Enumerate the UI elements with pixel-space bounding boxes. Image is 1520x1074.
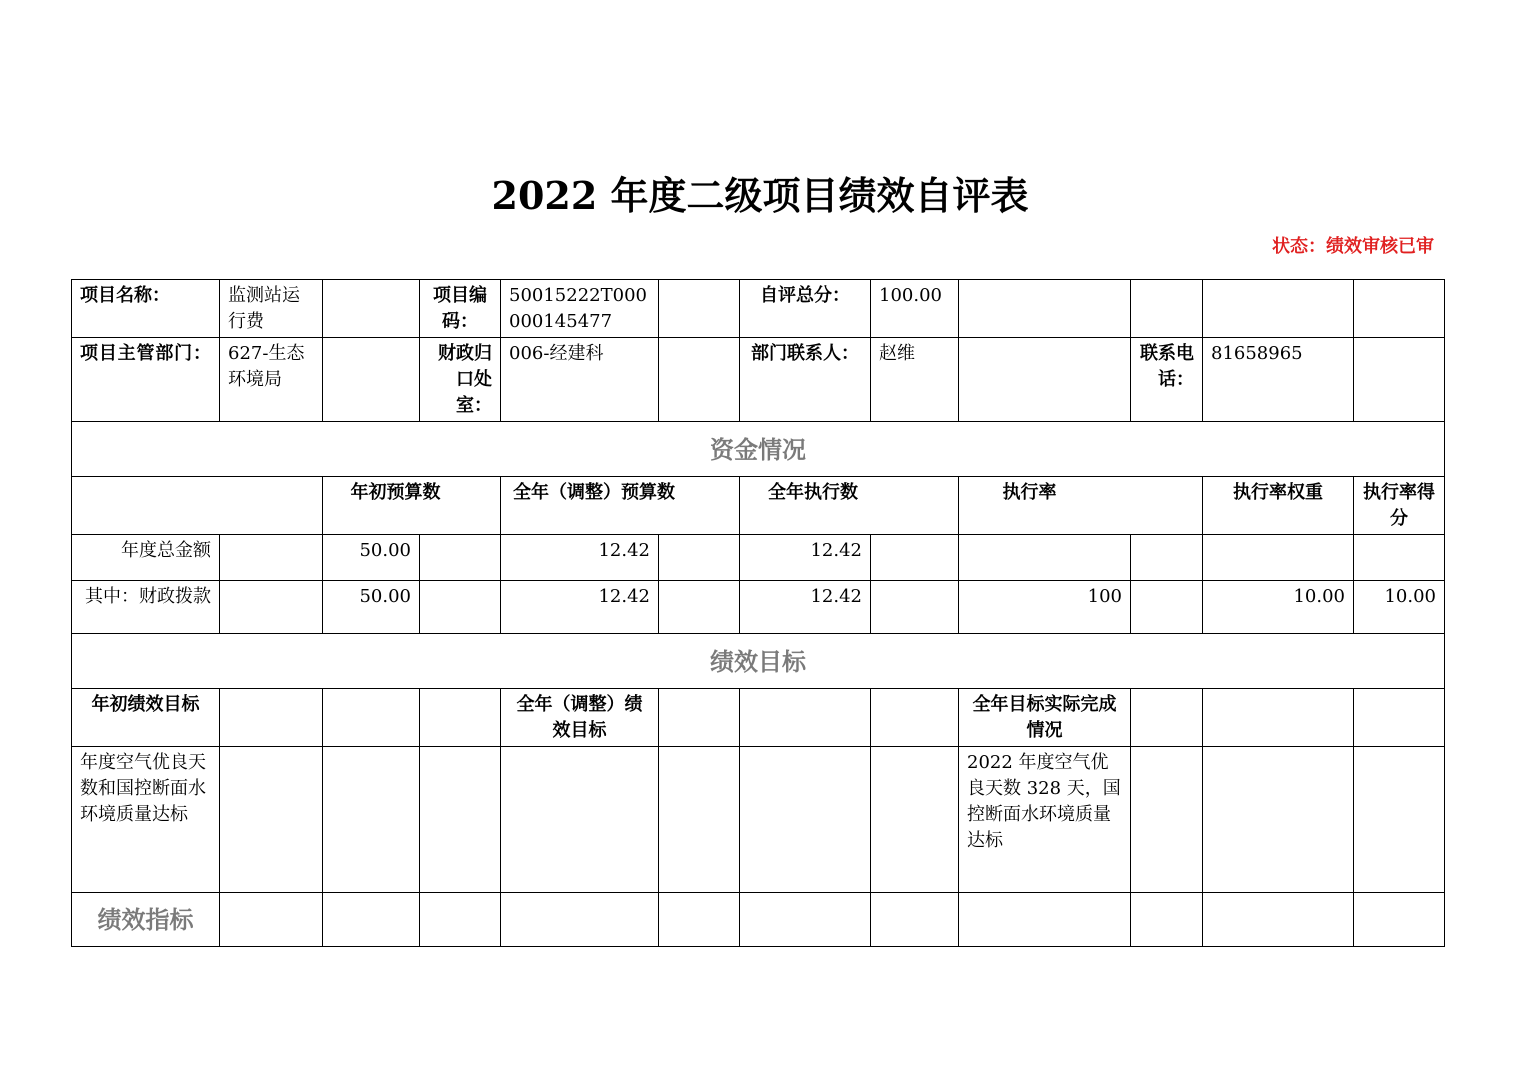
finance-office-value: 006-经建科 [501, 338, 659, 422]
weight-value: 10.00 [1203, 581, 1354, 634]
initial-goal-text: 年度空气优良天数和国控断面水环境质量达标 [72, 747, 220, 893]
indicators-section-title: 绩效指标 [72, 893, 220, 947]
status-badge: 状态：绩效审核已审 [1272, 236, 1434, 257]
rate-header: 执行率 [959, 477, 1203, 535]
empty-cell [1354, 747, 1445, 893]
empty-cell [72, 477, 323, 535]
contact-label: 部门联系人： [740, 338, 871, 422]
contact-value: 赵维 [871, 338, 959, 422]
actual-goal-header: 全年目标实际完成情况 [959, 689, 1131, 747]
goals-header-row [72, 689, 1445, 747]
empty-cell [659, 581, 740, 634]
total-score-value: 100.00 [871, 280, 959, 338]
empty-cell [1131, 689, 1203, 747]
indicators-section-row [72, 893, 1445, 947]
empty-cell [871, 581, 959, 634]
empty-cell [220, 689, 323, 747]
empty-cell [659, 747, 740, 893]
empty-cell [323, 689, 420, 747]
score-value: 10.00 [1354, 581, 1445, 634]
project-code-label: 项目编码： [420, 280, 501, 338]
goals-content-row [72, 747, 1445, 893]
executed-header: 全年执行数 [740, 477, 959, 535]
funds-row-label: 年度总金额 [72, 535, 220, 581]
initial-budget-value: 50.00 [323, 581, 420, 634]
project-code-value: 50015222T000000145477 [501, 280, 659, 338]
evaluation-table [71, 279, 1445, 947]
empty-cell [659, 535, 740, 581]
empty-cell [1354, 338, 1445, 422]
empty-cell [420, 747, 501, 893]
empty-cell [420, 893, 501, 947]
funds-section-row [72, 422, 1445, 477]
project-name-value: 监测站运行费 [220, 280, 323, 338]
page-title: 2022 年度二级项目绩效自评表 [491, 173, 1029, 218]
empty-cell [871, 893, 959, 947]
empty-cell [1203, 747, 1354, 893]
empty-cell [871, 535, 959, 581]
empty-cell [871, 689, 959, 747]
empty-cell [959, 280, 1131, 338]
finance-office-label: 财政归口处室： [420, 338, 501, 422]
empty-cell [220, 581, 323, 634]
empty-cell [871, 747, 959, 893]
empty-cell [501, 747, 659, 893]
funds-header-row [72, 477, 1445, 535]
empty-cell [659, 689, 740, 747]
empty-cell [659, 338, 740, 422]
empty-cell [420, 535, 501, 581]
empty-cell [420, 689, 501, 747]
executed-value: 12.42 [740, 581, 871, 634]
empty-cell [323, 280, 420, 338]
empty-cell [1131, 535, 1203, 581]
weight-header: 执行率权重 [1203, 477, 1354, 535]
total-score-label: 自评总分： [740, 280, 871, 338]
project-name-label: 项目名称： [72, 280, 220, 338]
adjusted-goal-header: 全年（调整）绩效目标 [501, 689, 659, 747]
empty-cell [501, 893, 659, 947]
score-header: 执行率得分 [1354, 477, 1445, 535]
adjusted-budget-value: 12.42 [501, 581, 659, 634]
phone-value: 81658965 [1203, 338, 1354, 422]
initial-budget-value: 50.00 [323, 535, 420, 581]
goals-section-title: 绩效目标 [72, 634, 1445, 689]
empty-cell [740, 689, 871, 747]
funds-row [72, 581, 1445, 634]
executed-value: 12.42 [740, 535, 871, 581]
info-row-2 [72, 338, 1445, 422]
empty-cell [959, 338, 1131, 422]
info-row-1 [72, 280, 1445, 338]
empty-cell [959, 893, 1131, 947]
empty-cell [740, 893, 871, 947]
empty-cell [323, 338, 420, 422]
dept-label: 项目主管部门： [72, 338, 220, 422]
empty-cell [220, 535, 323, 581]
empty-cell [659, 280, 740, 338]
empty-cell [1131, 280, 1203, 338]
empty-cell [323, 747, 420, 893]
empty-cell [1203, 280, 1354, 338]
empty-cell [1354, 893, 1445, 947]
empty-cell [1354, 280, 1445, 338]
empty-cell [420, 581, 501, 634]
weight-value [1203, 535, 1354, 581]
funds-row-label: 其中：财政拨款 [72, 581, 220, 634]
goals-section-row [72, 634, 1445, 689]
adjusted-budget-value: 12.42 [501, 535, 659, 581]
empty-cell [323, 893, 420, 947]
dept-value: 627-生态环境局 [220, 338, 323, 422]
phone-label: 联系电话： [1131, 338, 1203, 422]
funds-row [72, 535, 1445, 581]
initial-budget-header: 年初预算数 [323, 477, 501, 535]
score-value [1354, 535, 1445, 581]
actual-goal-text: 2022 年度空气优良天数 328 天，国控断面水环境质量达标 [959, 747, 1131, 893]
empty-cell [1131, 581, 1203, 634]
empty-cell [1131, 747, 1203, 893]
empty-cell [1354, 689, 1445, 747]
empty-cell [1131, 893, 1203, 947]
empty-cell [220, 747, 323, 893]
initial-goal-header: 年初绩效目标 [72, 689, 220, 747]
empty-cell [1203, 689, 1354, 747]
adjusted-budget-header: 全年（调整）预算数 [501, 477, 740, 535]
empty-cell [740, 747, 871, 893]
empty-cell [659, 893, 740, 947]
empty-cell [1203, 893, 1354, 947]
rate-value: 100 [959, 581, 1131, 634]
funds-section-title: 资金情况 [72, 422, 1445, 477]
rate-value [959, 535, 1131, 581]
empty-cell [220, 893, 323, 947]
